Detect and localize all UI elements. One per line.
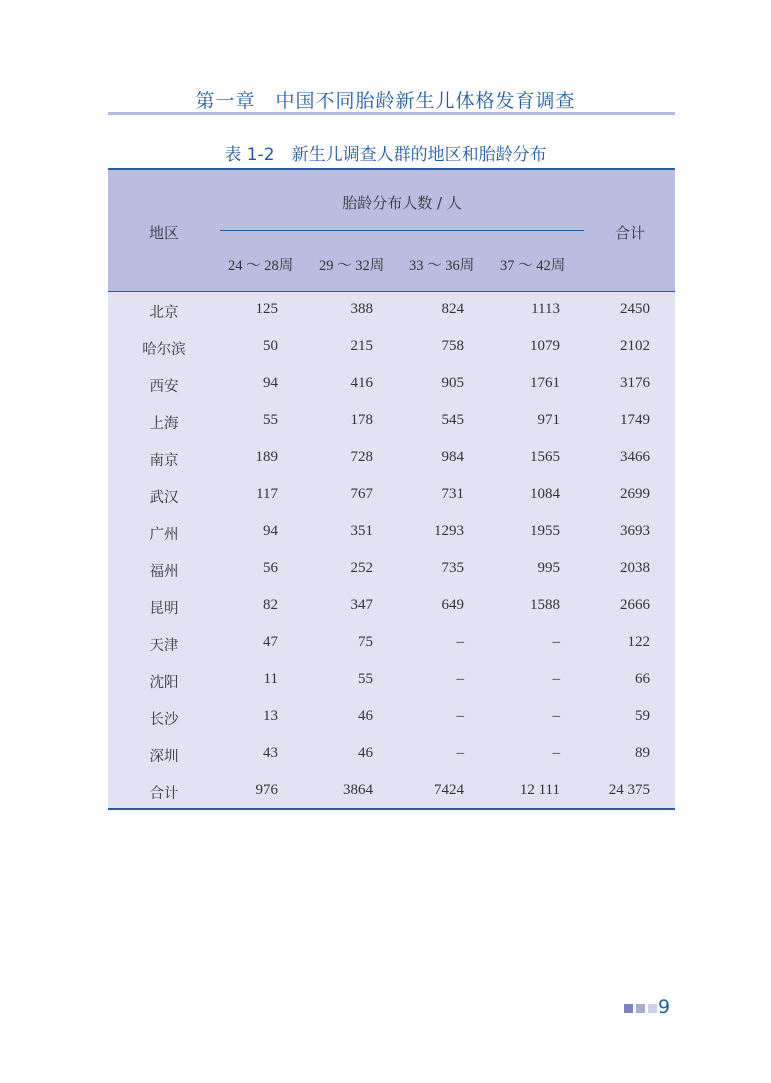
cell-total: 24 375 bbox=[608, 782, 650, 798]
cell-total: 2038 bbox=[620, 560, 650, 576]
table-row bbox=[108, 775, 675, 812]
folio-square bbox=[636, 1004, 645, 1013]
cell-33-36: 545 bbox=[441, 412, 464, 428]
cell-24-28: 50 bbox=[263, 338, 278, 354]
cell-33-36: 984 bbox=[441, 449, 464, 465]
cell-37-42: 12 111 bbox=[519, 782, 560, 798]
cell-total: 1749 bbox=[620, 412, 650, 428]
table-row bbox=[108, 368, 675, 405]
cell-24-28: 11 bbox=[263, 671, 278, 687]
cell-37-42: 1955 bbox=[530, 523, 560, 539]
cell-33-36: 7424 bbox=[434, 782, 464, 798]
cell-37-42: 1079 bbox=[530, 338, 560, 354]
cell-total: 2102 bbox=[620, 338, 650, 354]
data-table bbox=[108, 168, 675, 810]
table-row bbox=[108, 627, 675, 664]
cell-33-36: – bbox=[456, 745, 464, 761]
cell-region: 西安 bbox=[149, 379, 179, 395]
cell-region: 沈阳 bbox=[149, 675, 179, 691]
cell-37-42: – bbox=[552, 745, 560, 761]
cell-37-42: 1565 bbox=[530, 449, 560, 465]
cell-region: 武汉 bbox=[149, 490, 179, 506]
cell-37-42: – bbox=[552, 708, 560, 724]
cell-region: 天津 bbox=[149, 638, 179, 654]
cell-29-32: 55 bbox=[358, 671, 373, 687]
table-row bbox=[108, 738, 675, 775]
folio-square bbox=[624, 1004, 633, 1013]
cell-29-32: 46 bbox=[358, 708, 373, 724]
chapter-rule bbox=[108, 112, 675, 115]
cell-33-36: – bbox=[456, 634, 464, 650]
chapter-title: 第一章 中国不同胎龄新生儿体格发育调查 bbox=[195, 90, 576, 112]
table-row bbox=[108, 405, 675, 442]
cell-24-28: 56 bbox=[263, 560, 278, 576]
cell-24-28: 82 bbox=[263, 597, 278, 613]
cell-region: 北京 bbox=[149, 305, 179, 321]
table-row bbox=[108, 516, 675, 553]
header-group-rule bbox=[220, 230, 584, 231]
cell-33-36: 731 bbox=[441, 486, 464, 502]
header-sub-24-28: 24 ～ 28周 bbox=[228, 258, 294, 274]
cell-33-36: 758 bbox=[441, 338, 464, 354]
cell-region: 合计 bbox=[149, 786, 179, 802]
cell-29-32: 416 bbox=[350, 375, 373, 391]
cell-region: 昆明 bbox=[149, 601, 179, 617]
cell-37-42: – bbox=[552, 634, 560, 650]
header-total: 合计 bbox=[614, 224, 645, 242]
cell-33-36: – bbox=[456, 708, 464, 724]
cell-24-28: 125 bbox=[255, 301, 278, 317]
cell-24-28: 117 bbox=[256, 486, 278, 502]
cell-37-42: 1084 bbox=[530, 486, 560, 502]
cell-total: 122 bbox=[627, 634, 650, 650]
cell-37-42: – bbox=[552, 671, 560, 687]
cell-total: 3466 bbox=[620, 449, 650, 465]
cell-total: 89 bbox=[635, 745, 650, 761]
table-caption: 表 1-2 新生儿调查人群的地区和胎龄分布 bbox=[224, 145, 547, 165]
cell-33-36: 649 bbox=[441, 597, 464, 613]
cell-24-28: 47 bbox=[263, 634, 278, 650]
header-sub-37-42: 37 ～ 42周 bbox=[500, 258, 566, 274]
cell-24-28: 94 bbox=[263, 375, 278, 391]
table-row bbox=[108, 479, 675, 516]
cell-24-28: 976 bbox=[255, 782, 278, 798]
header-sub-33-36: 33 ～ 36周 bbox=[409, 258, 475, 274]
cell-region: 南京 bbox=[149, 453, 179, 469]
cell-33-36: – bbox=[456, 671, 464, 687]
cell-total: 2450 bbox=[620, 301, 650, 317]
table-header bbox=[108, 170, 675, 292]
cell-37-42: 971 bbox=[537, 412, 560, 428]
table-row bbox=[108, 442, 675, 479]
cell-29-32: 767 bbox=[350, 486, 373, 502]
cell-33-36: 824 bbox=[441, 301, 464, 317]
cell-29-32: 3864 bbox=[343, 782, 373, 798]
header-sub-29-32: 29 ～ 32周 bbox=[319, 258, 385, 274]
cell-33-36: 1293 bbox=[434, 523, 464, 539]
cell-total: 3693 bbox=[620, 523, 650, 539]
cell-total: 59 bbox=[635, 708, 650, 724]
cell-33-36: 735 bbox=[441, 560, 464, 576]
cell-29-32: 215 bbox=[350, 338, 373, 354]
cell-33-36: 905 bbox=[441, 375, 464, 391]
table-row bbox=[108, 331, 675, 368]
table-row bbox=[108, 590, 675, 627]
cell-29-32: 347 bbox=[350, 597, 373, 613]
cell-24-28: 13 bbox=[263, 708, 278, 724]
table-row bbox=[108, 294, 675, 331]
cell-region: 长沙 bbox=[149, 712, 179, 728]
table-row bbox=[108, 664, 675, 701]
cell-29-32: 46 bbox=[358, 745, 373, 761]
cell-total: 66 bbox=[635, 671, 650, 687]
cell-region: 深圳 bbox=[149, 749, 179, 765]
cell-37-42: 1761 bbox=[530, 375, 560, 391]
cell-total: 2666 bbox=[620, 597, 650, 613]
folio-square bbox=[648, 1004, 657, 1013]
cell-37-42: 1113 bbox=[531, 301, 560, 317]
cell-24-28: 55 bbox=[263, 412, 278, 428]
page-number: 9 bbox=[658, 996, 671, 1018]
cell-region: 哈尔滨 bbox=[142, 342, 186, 358]
cell-37-42: 995 bbox=[537, 560, 560, 576]
table-row bbox=[108, 553, 675, 590]
cell-total: 2699 bbox=[620, 486, 650, 502]
cell-37-42: 1588 bbox=[530, 597, 560, 613]
cell-region: 福州 bbox=[149, 564, 179, 580]
cell-29-32: 351 bbox=[350, 523, 373, 539]
cell-29-32: 252 bbox=[350, 560, 373, 576]
cell-29-32: 728 bbox=[350, 449, 373, 465]
table-row bbox=[108, 701, 675, 738]
cell-24-28: 189 bbox=[255, 449, 278, 465]
cell-region: 上海 bbox=[149, 416, 179, 432]
cell-total: 3176 bbox=[620, 375, 650, 391]
cell-24-28: 43 bbox=[263, 745, 278, 761]
cell-24-28: 94 bbox=[263, 523, 278, 539]
cell-region: 广州 bbox=[149, 527, 179, 543]
cell-29-32: 178 bbox=[350, 412, 373, 428]
header-group: 胎龄分布人数 / 人 bbox=[342, 194, 462, 212]
cell-29-32: 388 bbox=[350, 301, 373, 317]
header-region: 地区 bbox=[148, 224, 179, 242]
cell-29-32: 75 bbox=[358, 634, 373, 650]
